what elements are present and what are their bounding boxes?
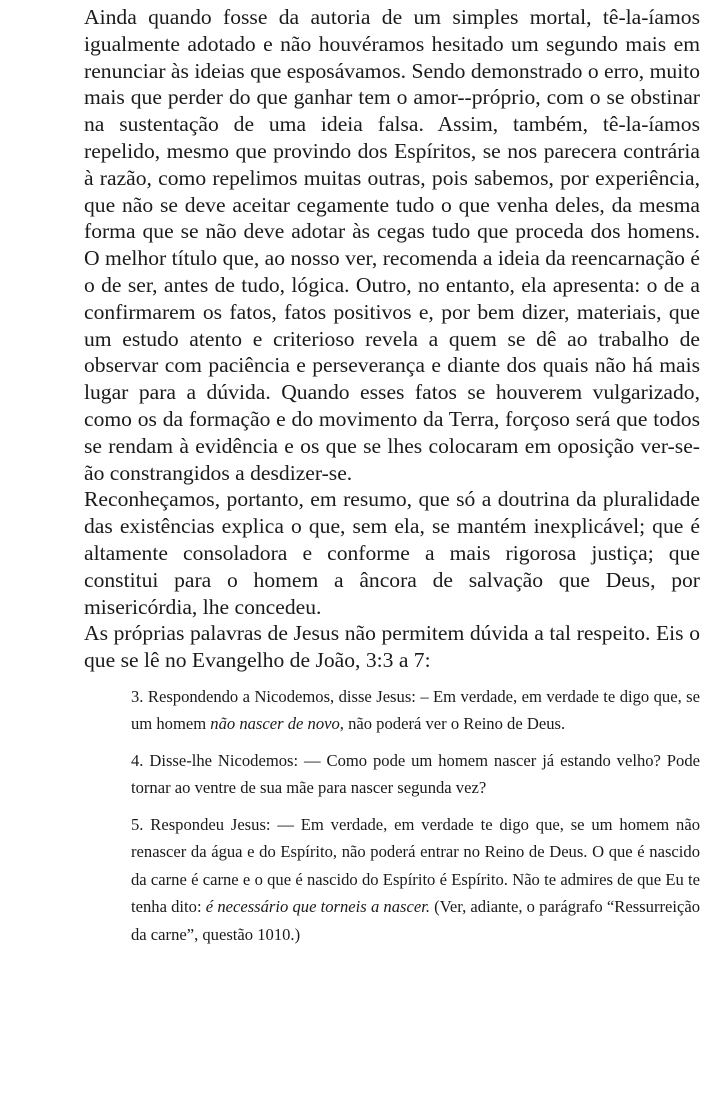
verse-5-text-before: 5. Respondeu Jesus: — Em verdade, em verdade te digo que, se um homem não renascer da água e do Espírito, não poderá entrar no Reino de Deus. O que é nascido da carne é carne e o que é nascido do Espírito é Espírito. Não te admires de que Eu te tenha dito: [131,814,700,917]
verse-3 [131,683,700,738]
verse-5-emphasis: é necessário que torneis a nascer. [205,897,430,917]
book-page [84,4,700,957]
verse-3-text-after: , não poderá ver o Reino de Deus. [339,714,566,734]
verse-5-text-after: (Ver, adiante, o parágrafo “Ressurreição da carne”, questão 1010.) [131,897,700,944]
verse-3-emphasis: não nascer de novo [210,714,340,734]
verse-4: 4. Disse-lhe Nicodemos: — Como pode um homem nascer já estando velho? Pode tornar ao ventre de sua mãe para nascer segunda vez? [131,750,700,798]
body-paragraph-1: Ainda quando fosse da autoria de um simples mortal, tê-la-íamos igualmente adotado e não houvéramos hesitado um segundo mais em renunciar às ideias que esposávamos. Sendo demonstrado o erro, muito mais que perder do que ganhar tem o amor--próprio, com o se obstinar na sustentação de uma ideia falsa. Assim, também, tê-la-íamos repelido, mesmo que provindo dos Espíritos, se nos parecera contrária à razão, como repelimos muitas outras, pois sabemos, por experiência, que não se deve aceitar cegamente tudo o que venha deles, da mesma forma que se não deve adotar às cegas tudo que proceda dos homens. O melhor título que, ao nosso ver, recomenda a ideia da reencarnação é o de ser, antes de tudo, lógica. Outro, no entanto, ela apresenta: o de a confirmarem os fatos, fatos positivos e, por bem dizer, materiais, que um estudo atento e criterioso revela a quem se dê ao trabalho de observar com paciência e perseverança e diante dos quais não há mais lugar para a dúvida. Quando esses fatos se houverem vulgarizado, como os da formação e do movimento da Terra, forçoso será que todos se rendam à evidência e os que se lhes colocaram em oposição ver-se-ão constrangidos a desdizer-se. [84,5,700,485]
scripture-quotation [131,683,700,949]
body-paragraph-3: As próprias palavras de Jesus não permitem dúvida a tal respeito. Eis o que se lê no Evangelho de João, 3:3 a 7: [84,621,700,673]
body-paragraph-2: Reconheçamos, portanto, em resumo, que só a doutrina da pluralidade das existências explica o que, sem ela, se mantém inexplicável; que é altamente consoladora e conforme a mais rigorosa justiça; que constitui para o homem a âncora de salvação que Deus, por misericórdia, lhe concedeu. [84,487,700,619]
verse-5 [131,811,700,949]
verse-3-text-before: 3. Respondendo a Nicodemos, disse Jesus: – Em verdade, em verdade te digo que, se um homem [131,686,700,734]
